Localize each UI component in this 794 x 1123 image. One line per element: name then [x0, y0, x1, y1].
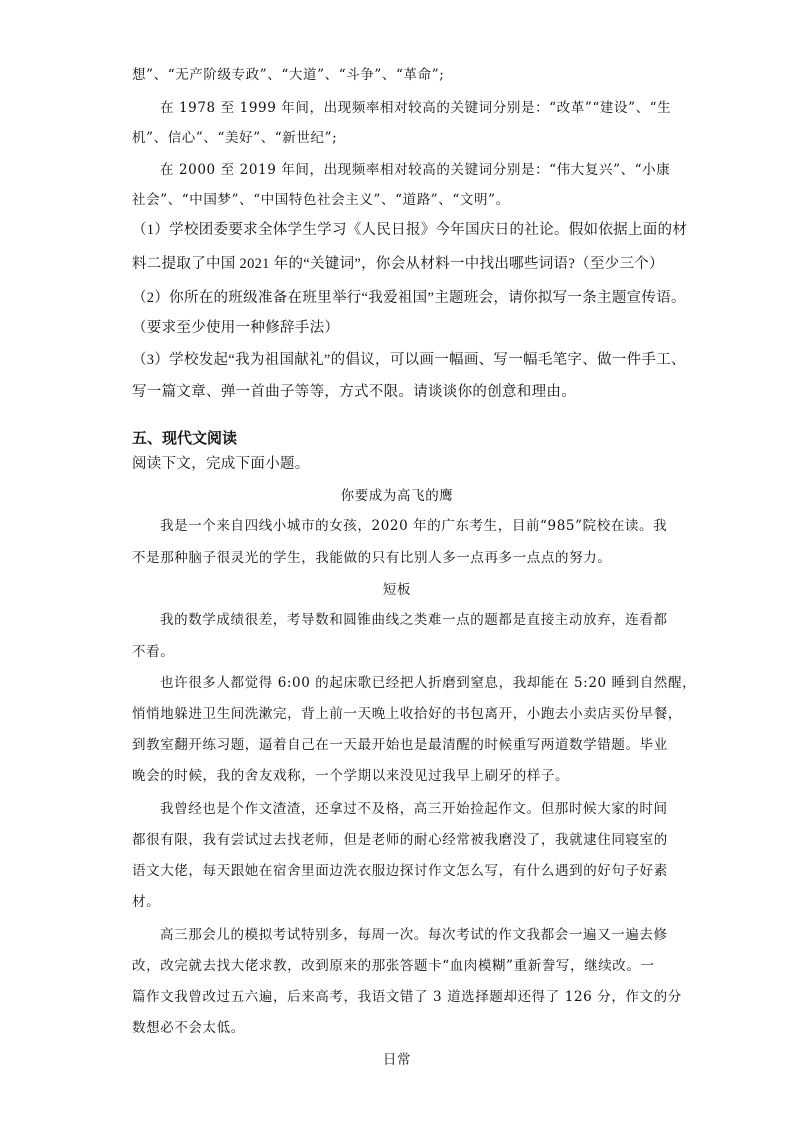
- material-line: 机”、信心”、“美好”、“新世纪”;: [132, 130, 338, 146]
- material-line: 在 2000 至 2019 年间，出现频率相对较高的关键词分别是：“伟大复兴”、“小康: [160, 162, 671, 178]
- article-subheading: 短板: [382, 582, 412, 598]
- article-paragraph: 材。: [132, 894, 161, 910]
- article-paragraph: 篇作文我曾改过五六遍，后来高考，我语文错了 3 道选择题却还得了 126 分，作文的分: [132, 989, 682, 1005]
- question-3: （3）学校发起“我为祖国献礼”的倡议，可以画一幅画、写一幅毛笔字、做一件手工、: [132, 352, 686, 368]
- article-paragraph: 语文大佬，每天跟她在宿舍里面边洗衣服边探讨作文怎么写，有什么遇到的好句子好素: [132, 863, 668, 879]
- article-subheading: 日常: [382, 1052, 412, 1068]
- article-paragraph: 到教室翻开练习题，逼着自己在一天最开始也是最清醒的时候重写两道数学错题。毕业: [132, 737, 668, 753]
- question-2-cont: （要求至少使用一种修辞手法）: [132, 320, 340, 336]
- material-line: 在 1978 至 1999 年间，出现频率相对较高的关键词分别是：“改革”“建设”、“生: [160, 100, 672, 116]
- section-heading: 五、现代文阅读: [132, 429, 238, 447]
- question-2: （2）你所在的班级准备在班里举行“我爱祖国”主题班会，请你拟写一条主题宣传语。: [132, 290, 686, 306]
- article-paragraph: 悄悄地躲进卫生间洗漱完，背上前一天晚上收拾好的书包离开，小跑去小卖店买份早餐，: [132, 706, 682, 722]
- article-paragraph: 我曾经也是个作文渣渣，还拿过不及格，高三开始捡起作文。但那时候大家的时间: [160, 801, 668, 817]
- article-paragraph: 高三那会儿的模拟考试特别多，每周一次。每次考试的作文我都会一遍又一遍去修: [160, 927, 668, 943]
- section-instruction: 阅读下文，完成下面小题。: [132, 456, 310, 472]
- article-paragraph: 也许很多人都觉得 6:00 的起床歌已经把人折磨到窒息，我却能在 5:20 睡到自然醒，: [160, 675, 697, 691]
- question-1-cont: 料二提取了中国 2021 年的“关键词”，你会从材料一中找出哪些词语?（至少三个）: [132, 256, 664, 272]
- article-paragraph: 我是一个来自四线小城市的女孩，2020 年的广东考生，目前“985”院校在读。我: [160, 518, 668, 534]
- article-paragraph: 改，改完就去找大佬求教，改到原来的那张答题卡“血肉模糊”重新誊写，继续改。一: [132, 958, 655, 974]
- article-paragraph: 晚会的时候，我的舍友戏称，一个学期以来没见过我早上刷牙的样子。: [132, 768, 570, 784]
- article-paragraph: 数想必不会太低。: [132, 1020, 245, 1036]
- question-3-cont: 写一篇文章、弹一首曲子等等，方式不限。请谈谈你的创意和理由。: [132, 384, 576, 400]
- article-paragraph: 我的数学成绩很差，考导数和圆锥曲线之类难一点的题都是直接主动放弃，连看都: [160, 612, 668, 628]
- article-paragraph: 不看。: [132, 644, 175, 660]
- material-line: 社会”、“中国梦”、“中国特色社会主义”、“道路”、“文明”。: [132, 192, 510, 208]
- article-paragraph: 不是那种脑子很灵光的学生，我能做的只有比别人多一点再多一点点的努力。: [132, 550, 612, 566]
- material-line: 想”、“无产阶级专政”、“大道”、“斗争”、“革命”;: [132, 67, 445, 83]
- article-title: 你要成为高飞的鹰: [340, 488, 454, 504]
- article-paragraph: 都很有限，我有尝试过去找老师，但是老师的耐心经常被我磨没了，我就逮住同寝室的: [132, 832, 668, 848]
- question-1: （1）学校团委要求全体学生学习《人民日报》今年国庆日的社论。假如依据上面的材: [132, 222, 688, 238]
